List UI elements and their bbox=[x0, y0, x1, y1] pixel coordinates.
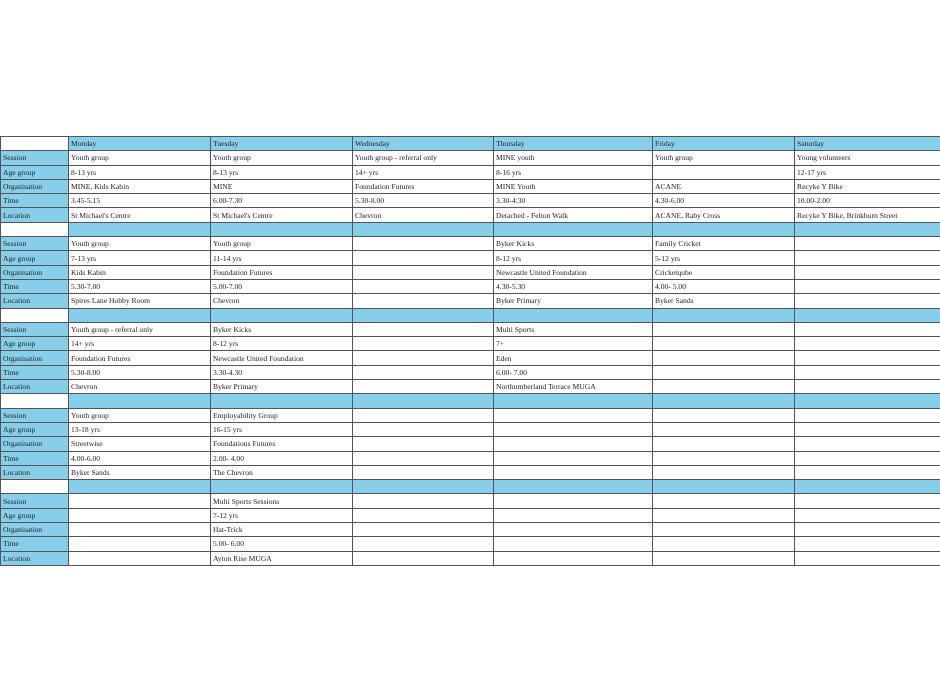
table-cell: 13-18 yrs bbox=[69, 422, 211, 436]
table-cell bbox=[795, 523, 940, 537]
table-cell: Ayton Rise MUGA bbox=[211, 551, 353, 565]
day-header-tuesday: Tuesday bbox=[211, 137, 353, 151]
table-cell bbox=[69, 494, 211, 508]
table-cell: 3.30-4.30 bbox=[211, 365, 353, 379]
table-cell: 8-12 yrs bbox=[494, 251, 653, 265]
table-cell bbox=[653, 451, 795, 465]
table-cell bbox=[353, 279, 494, 293]
row-label-age-group: Age group bbox=[1, 508, 69, 522]
table-cell: Newcastle United Foundation bbox=[211, 351, 353, 365]
table-cell: Hat-Trick bbox=[211, 523, 353, 537]
table-cell bbox=[353, 408, 494, 422]
table-cell: 6.00-7.30 bbox=[211, 194, 353, 208]
table-cell bbox=[795, 422, 940, 436]
table-cell: Youth group bbox=[211, 237, 353, 251]
table-cell: Streetwise bbox=[69, 437, 211, 451]
table-cell bbox=[494, 508, 653, 522]
table-cell bbox=[795, 551, 940, 565]
table-cell: MINE Youth bbox=[494, 179, 653, 193]
table-cell bbox=[353, 294, 494, 308]
table-cell bbox=[653, 165, 795, 179]
table-cell: 7+ bbox=[494, 337, 653, 351]
table-row bbox=[1, 265, 940, 279]
table-cell bbox=[353, 465, 494, 479]
table-cell: 3.30-4:30 bbox=[494, 194, 653, 208]
table-cell bbox=[494, 494, 653, 508]
table-cell bbox=[653, 437, 795, 451]
table-cell: Byker Sands bbox=[653, 294, 795, 308]
table-row bbox=[1, 194, 940, 208]
separator-cell bbox=[653, 480, 795, 494]
separator-cell bbox=[1, 480, 69, 494]
table-cell bbox=[494, 408, 653, 422]
table-cell: 8-13 yrs bbox=[211, 165, 353, 179]
table-cell: 14+ yrs bbox=[353, 165, 494, 179]
table-cell: 10.00-2.00 bbox=[795, 194, 940, 208]
separator-cell bbox=[69, 480, 211, 494]
table-cell: 14+ yrs bbox=[69, 337, 211, 351]
row-label-organisation: Organisation bbox=[1, 265, 69, 279]
table-cell bbox=[795, 294, 940, 308]
table-cell: Newcastle United Foundation bbox=[494, 265, 653, 279]
table-row bbox=[1, 251, 940, 265]
table-cell bbox=[795, 494, 940, 508]
table-cell bbox=[494, 437, 653, 451]
table-row bbox=[1, 351, 940, 365]
row-label-location: Location bbox=[1, 294, 69, 308]
table-cell: Northumberland Terrace MUGA bbox=[494, 380, 653, 394]
table-cell: 7-12 yrs bbox=[211, 508, 353, 522]
table-row bbox=[1, 523, 940, 537]
table-cell: 16-15 yrs bbox=[211, 422, 353, 436]
table-row bbox=[1, 422, 940, 436]
table-cell: Byker Primary bbox=[211, 380, 353, 394]
day-header-saturday: Saturday bbox=[795, 137, 940, 151]
table-cell bbox=[353, 380, 494, 394]
table-cell: 8-13 yrs bbox=[69, 165, 211, 179]
table-cell bbox=[653, 351, 795, 365]
table-cell bbox=[653, 537, 795, 551]
table-cell: Youth group bbox=[653, 151, 795, 165]
row-label-organisation: Organisation bbox=[1, 437, 69, 451]
block-separator-row bbox=[1, 394, 940, 408]
table-cell: Chevron bbox=[211, 294, 353, 308]
table-cell bbox=[494, 537, 653, 551]
day-header-wednesday: Wednesday bbox=[353, 137, 494, 151]
table-cell bbox=[795, 237, 940, 251]
separator-cell bbox=[69, 394, 211, 408]
separator-cell bbox=[211, 308, 353, 322]
table-cell bbox=[69, 551, 211, 565]
table-cell: Byker Primary bbox=[494, 294, 653, 308]
table-cell: 5-12 yrs bbox=[653, 251, 795, 265]
table-row bbox=[1, 465, 940, 479]
table-row bbox=[1, 165, 940, 179]
table-cell bbox=[795, 351, 940, 365]
separator-cell bbox=[795, 480, 940, 494]
table-cell bbox=[353, 251, 494, 265]
separator-cell bbox=[211, 222, 353, 236]
table-cell: 11-14 yrs bbox=[211, 251, 353, 265]
table-cell bbox=[795, 380, 940, 394]
row-label-session: Session bbox=[1, 322, 69, 336]
table-cell bbox=[353, 237, 494, 251]
table-cell: Youth group bbox=[69, 151, 211, 165]
table-cell bbox=[653, 408, 795, 422]
table-cell: Detached - Felton Walk bbox=[494, 208, 653, 222]
table-row bbox=[1, 508, 940, 522]
table-cell bbox=[795, 465, 940, 479]
table-cell: Byker Kicks bbox=[211, 322, 353, 336]
separator-cell bbox=[494, 480, 653, 494]
separator-cell bbox=[494, 308, 653, 322]
table-cell: Foundations Futures bbox=[211, 437, 353, 451]
table-cell: 6.00- 7.00 bbox=[494, 365, 653, 379]
table-cell bbox=[653, 508, 795, 522]
table-cell bbox=[353, 451, 494, 465]
table-cell: Employability Group bbox=[211, 408, 353, 422]
table-cell: 5.00- 6.00 bbox=[211, 537, 353, 551]
table-cell: ACANE bbox=[653, 179, 795, 193]
row-label-time: Time bbox=[1, 537, 69, 551]
table-cell: 4.30-6.00 bbox=[653, 194, 795, 208]
separator-cell bbox=[795, 222, 940, 236]
table-row bbox=[1, 179, 940, 193]
separator-cell bbox=[653, 308, 795, 322]
table-cell bbox=[795, 408, 940, 422]
table-cell bbox=[795, 251, 940, 265]
separator-cell bbox=[795, 394, 940, 408]
row-label-time: Time bbox=[1, 279, 69, 293]
table-cell: 4.00- 5.00 bbox=[653, 279, 795, 293]
table-row bbox=[1, 437, 940, 451]
table-cell bbox=[494, 551, 653, 565]
table-cell: Youth group bbox=[69, 237, 211, 251]
table-cell: Family Cricket bbox=[653, 237, 795, 251]
row-label-organisation: Organisation bbox=[1, 351, 69, 365]
separator-cell bbox=[653, 394, 795, 408]
table-cell bbox=[795, 265, 940, 279]
table-cell: St Michael's Centre bbox=[69, 208, 211, 222]
table-cell: Youth group - referral only bbox=[353, 151, 494, 165]
table-cell bbox=[795, 337, 940, 351]
table-row bbox=[1, 408, 940, 422]
table-cell bbox=[353, 337, 494, 351]
table-cell: 3.45-5.15 bbox=[69, 194, 211, 208]
separator-cell bbox=[494, 394, 653, 408]
header-row bbox=[1, 137, 940, 151]
table-cell bbox=[795, 365, 940, 379]
table-cell: MINE bbox=[211, 179, 353, 193]
table-cell: The Chevron bbox=[211, 465, 353, 479]
table-cell bbox=[653, 465, 795, 479]
table-cell: 5.00-7.00 bbox=[211, 279, 353, 293]
table-cell bbox=[653, 422, 795, 436]
table-cell: 8-16 yrs bbox=[494, 165, 653, 179]
table-cell bbox=[494, 451, 653, 465]
table-cell bbox=[653, 523, 795, 537]
separator-cell bbox=[653, 222, 795, 236]
table-cell: Youth group bbox=[211, 151, 353, 165]
table-cell bbox=[795, 537, 940, 551]
table-cell: Youth group - referral only bbox=[69, 322, 211, 336]
table-cell bbox=[353, 322, 494, 336]
row-label-session: Session bbox=[1, 494, 69, 508]
separator-cell bbox=[69, 308, 211, 322]
table-cell: ACANE, Raby Cross bbox=[653, 208, 795, 222]
row-label-age-group: Age group bbox=[1, 422, 69, 436]
separator-cell bbox=[795, 308, 940, 322]
table-cell bbox=[653, 551, 795, 565]
block-separator-row bbox=[1, 308, 940, 322]
table-row bbox=[1, 365, 940, 379]
table-row bbox=[1, 337, 940, 351]
table-cell: Byker Sands bbox=[69, 465, 211, 479]
table-cell: Byker Kicks bbox=[494, 237, 653, 251]
table-cell bbox=[795, 279, 940, 293]
table-cell: 4.30-5.30 bbox=[494, 279, 653, 293]
table-cell bbox=[795, 451, 940, 465]
table-cell bbox=[69, 523, 211, 537]
table-row bbox=[1, 494, 940, 508]
separator-cell bbox=[69, 222, 211, 236]
header-corner-cell bbox=[1, 137, 69, 151]
table-cell: Chevron bbox=[69, 380, 211, 394]
table-cell: 2.00- 4.00 bbox=[211, 451, 353, 465]
separator-cell bbox=[1, 308, 69, 322]
table-cell: Recyke Y Bike, Brinkburn Street bbox=[795, 208, 940, 222]
table-cell bbox=[795, 322, 940, 336]
table-cell: Recyke Y Bike bbox=[795, 179, 940, 193]
table-cell: Multi Sports Sessions bbox=[211, 494, 353, 508]
table-row bbox=[1, 380, 940, 394]
row-label-session: Session bbox=[1, 237, 69, 251]
table-cell: 12-17 yrs bbox=[795, 165, 940, 179]
table-cell bbox=[353, 422, 494, 436]
table-cell: Chevron bbox=[353, 208, 494, 222]
table-cell: Foundation Futures bbox=[69, 351, 211, 365]
row-label-organisation: Organisation bbox=[1, 523, 69, 537]
table-cell bbox=[353, 537, 494, 551]
separator-cell bbox=[353, 308, 494, 322]
table-cell: 7-13 yrs bbox=[69, 251, 211, 265]
day-header-monday: Monday bbox=[69, 137, 211, 151]
row-label-organisation: Organisation bbox=[1, 179, 69, 193]
day-header-friday: Friday bbox=[653, 137, 795, 151]
table-cell: 8-12 yrs bbox=[211, 337, 353, 351]
table-row bbox=[1, 451, 940, 465]
table-cell bbox=[653, 494, 795, 508]
separator-cell bbox=[1, 222, 69, 236]
table-cell bbox=[353, 508, 494, 522]
table-cell: 5.30-8.00 bbox=[353, 194, 494, 208]
table-row bbox=[1, 208, 940, 222]
table-cell: Multi Sports bbox=[494, 322, 653, 336]
table-cell bbox=[353, 551, 494, 565]
table-row bbox=[1, 294, 940, 308]
table-cell: Kids Kabin bbox=[69, 265, 211, 279]
block-separator-row bbox=[1, 480, 940, 494]
separator-cell bbox=[1, 394, 69, 408]
table-cell: Cricketqube bbox=[653, 265, 795, 279]
table-cell bbox=[353, 494, 494, 508]
table-cell: 5.30-7.00 bbox=[69, 279, 211, 293]
table-cell bbox=[653, 337, 795, 351]
row-label-location: Location bbox=[1, 380, 69, 394]
table-cell: Eden bbox=[494, 351, 653, 365]
row-label-session: Session bbox=[1, 408, 69, 422]
table-cell bbox=[353, 437, 494, 451]
table-cell bbox=[653, 380, 795, 394]
row-label-session: Session bbox=[1, 151, 69, 165]
separator-cell bbox=[494, 222, 653, 236]
table-cell: Youth group bbox=[69, 408, 211, 422]
table-cell: Young volunteers bbox=[795, 151, 940, 165]
schedule-body bbox=[1, 137, 940, 566]
table-row bbox=[1, 237, 940, 251]
row-label-time: Time bbox=[1, 451, 69, 465]
table-cell bbox=[494, 465, 653, 479]
block-separator-row bbox=[1, 222, 940, 236]
table-cell bbox=[795, 437, 940, 451]
table-row bbox=[1, 151, 940, 165]
day-header-thursday: Thursday bbox=[494, 137, 653, 151]
table-cell bbox=[353, 523, 494, 537]
table-cell: 5.30-8.00 bbox=[69, 365, 211, 379]
separator-cell bbox=[353, 394, 494, 408]
table-cell: Spires Lane Hobby Room bbox=[69, 294, 211, 308]
row-label-age-group: Age group bbox=[1, 337, 69, 351]
table-cell: Foundation Futures bbox=[353, 179, 494, 193]
separator-cell bbox=[353, 222, 494, 236]
table-cell bbox=[494, 523, 653, 537]
table-cell: MINE youth bbox=[494, 151, 653, 165]
schedule-table bbox=[0, 136, 940, 566]
table-cell: MINE, Kids Kabin bbox=[69, 179, 211, 193]
row-label-age-group: Age group bbox=[1, 251, 69, 265]
table-cell: St Michael's Centre bbox=[211, 208, 353, 222]
table-cell bbox=[353, 265, 494, 279]
table-row bbox=[1, 322, 940, 336]
table-row bbox=[1, 551, 940, 565]
separator-cell bbox=[211, 394, 353, 408]
row-label-location: Location bbox=[1, 551, 69, 565]
table-cell bbox=[353, 351, 494, 365]
separator-cell bbox=[353, 480, 494, 494]
table-cell bbox=[353, 365, 494, 379]
row-label-age-group: Age group bbox=[1, 165, 69, 179]
table-cell bbox=[653, 322, 795, 336]
row-label-location: Location bbox=[1, 208, 69, 222]
table-cell: Foundation Futures bbox=[211, 265, 353, 279]
row-label-location: Location bbox=[1, 465, 69, 479]
separator-cell bbox=[211, 480, 353, 494]
table-cell bbox=[69, 537, 211, 551]
table-cell bbox=[494, 422, 653, 436]
table-cell: 4.00-6.00 bbox=[69, 451, 211, 465]
row-label-time: Time bbox=[1, 365, 69, 379]
table-cell bbox=[653, 365, 795, 379]
table-row bbox=[1, 279, 940, 293]
table-row bbox=[1, 537, 940, 551]
table-cell bbox=[795, 508, 940, 522]
row-label-time: Time bbox=[1, 194, 69, 208]
table-cell bbox=[69, 508, 211, 522]
